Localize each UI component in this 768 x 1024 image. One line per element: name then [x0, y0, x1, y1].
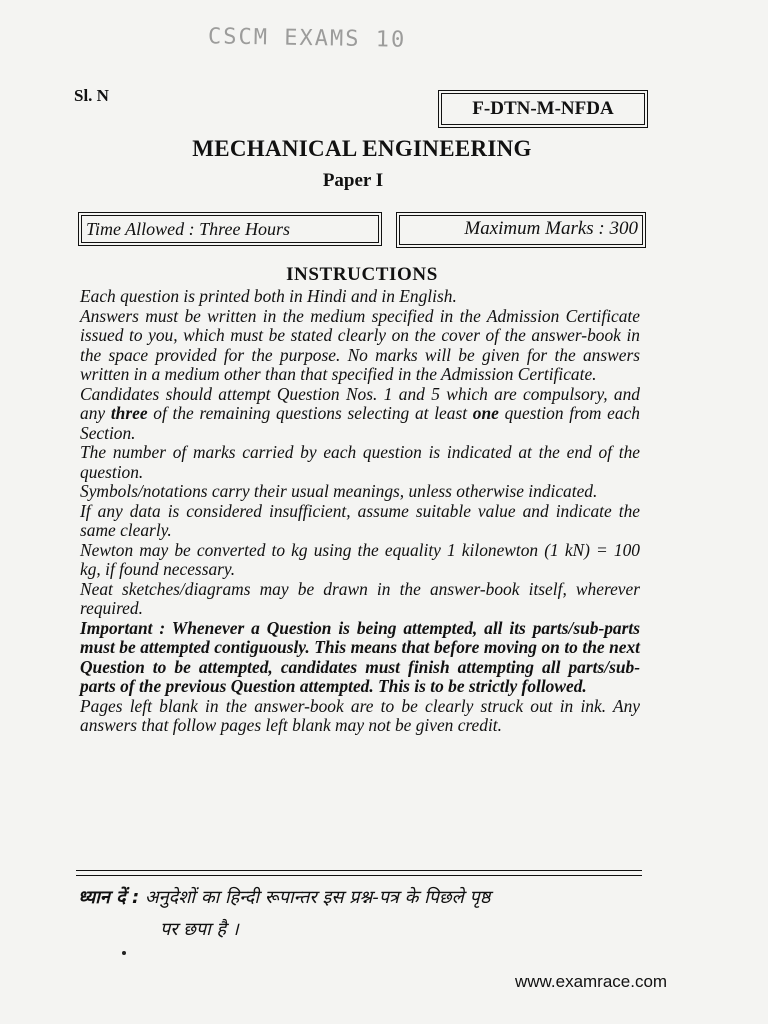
hindi-note-text: अनुदेशों का हिन्दी रूपान्तर इस प्रश्न-पत्र के पिछले पृष्ठ: [144, 887, 491, 908]
instruction-paragraph: Newton may be converted to kg using the equality 1 kilonewton (1 kN) = 100 kg, if found necessary.: [80, 539, 640, 579]
instruction-paragraph: Each question is printed both in Hindi and in English.: [80, 286, 457, 306]
instruction-paragraph: Neat sketches/diagrams may be drawn in the answer-book itself, wherever required.: [80, 578, 640, 618]
paper-number: Paper I: [322, 170, 384, 191]
divider-line: [76, 875, 642, 876]
hindi-note-label: ध्यान दें :: [78, 887, 140, 908]
divider-line: [76, 870, 642, 871]
instruction-paragraph: Pages left blank in the answer-book are to be clearly struck out in ink. Any answers that follow pages left blank may not be given credit.: [80, 695, 640, 735]
subject-title: MECHANICAL ENGINEERING: [192, 136, 532, 161]
maximum-marks: Maximum Marks : 300: [399, 215, 643, 245]
emphasis-one: one: [472, 403, 499, 423]
instruction-paragraph: [80, 385, 640, 444]
instruction-paragraph: Answers must be written in the medium specified in the Admission Certificate issued to you, which must be stated clearly on the cover of the answer-book in the space provided for the purpose. No marks will be given for the answers written in a medium other than that specified in the Admission Certificate.: [80, 305, 640, 384]
stray-mark: [122, 951, 126, 955]
important-instruction: Important : Whenever a Question is being attempted, all its parts/sub-parts must be attempted contiguously. This means that before moving on to the next Question to be attempted, candidates must finish attempting all parts/sub-parts of the previous Question attempted. This is to be strictly followed.: [80, 617, 640, 696]
time-allowed-box: [78, 212, 382, 246]
instruction-paragraph: Symbols/notations carry their usual meanings, unless otherwise indicated.: [80, 481, 598, 501]
serial-number-label: Sl. N: [74, 86, 109, 105]
paper-code: F-DTN-M-NFDA: [441, 93, 645, 125]
paper-code-box: [438, 90, 648, 128]
hindi-note: [78, 882, 658, 946]
faded-stamp: CSCM EXAMS 10: [207, 24, 407, 53]
instruction-text: Candidates should attempt Question Nos. 1 and 5 which are compulsory, and any: [80, 383, 640, 423]
emphasis-three: three: [110, 403, 148, 423]
maximum-marks-box: [396, 212, 646, 248]
instruction-text: question from each Section.: [80, 403, 640, 443]
hindi-note-text-continued: पर छपा है ।: [160, 919, 239, 940]
instructions-heading: INSTRUCTIONS: [286, 264, 438, 285]
source-website: www.examrace.com: [515, 972, 668, 991]
time-allowed: Time Allowed : Three Hours: [81, 215, 379, 243]
instructions-list: [80, 287, 640, 736]
instruction-paragraph: The number of marks carried by each question is indicated at the end of the question.: [80, 442, 640, 482]
instruction-text: of the remaining questions selecting at least: [147, 403, 473, 423]
instruction-paragraph: If any data is considered insufficient, assume suitable value and indicate the same clearly.: [80, 500, 640, 540]
